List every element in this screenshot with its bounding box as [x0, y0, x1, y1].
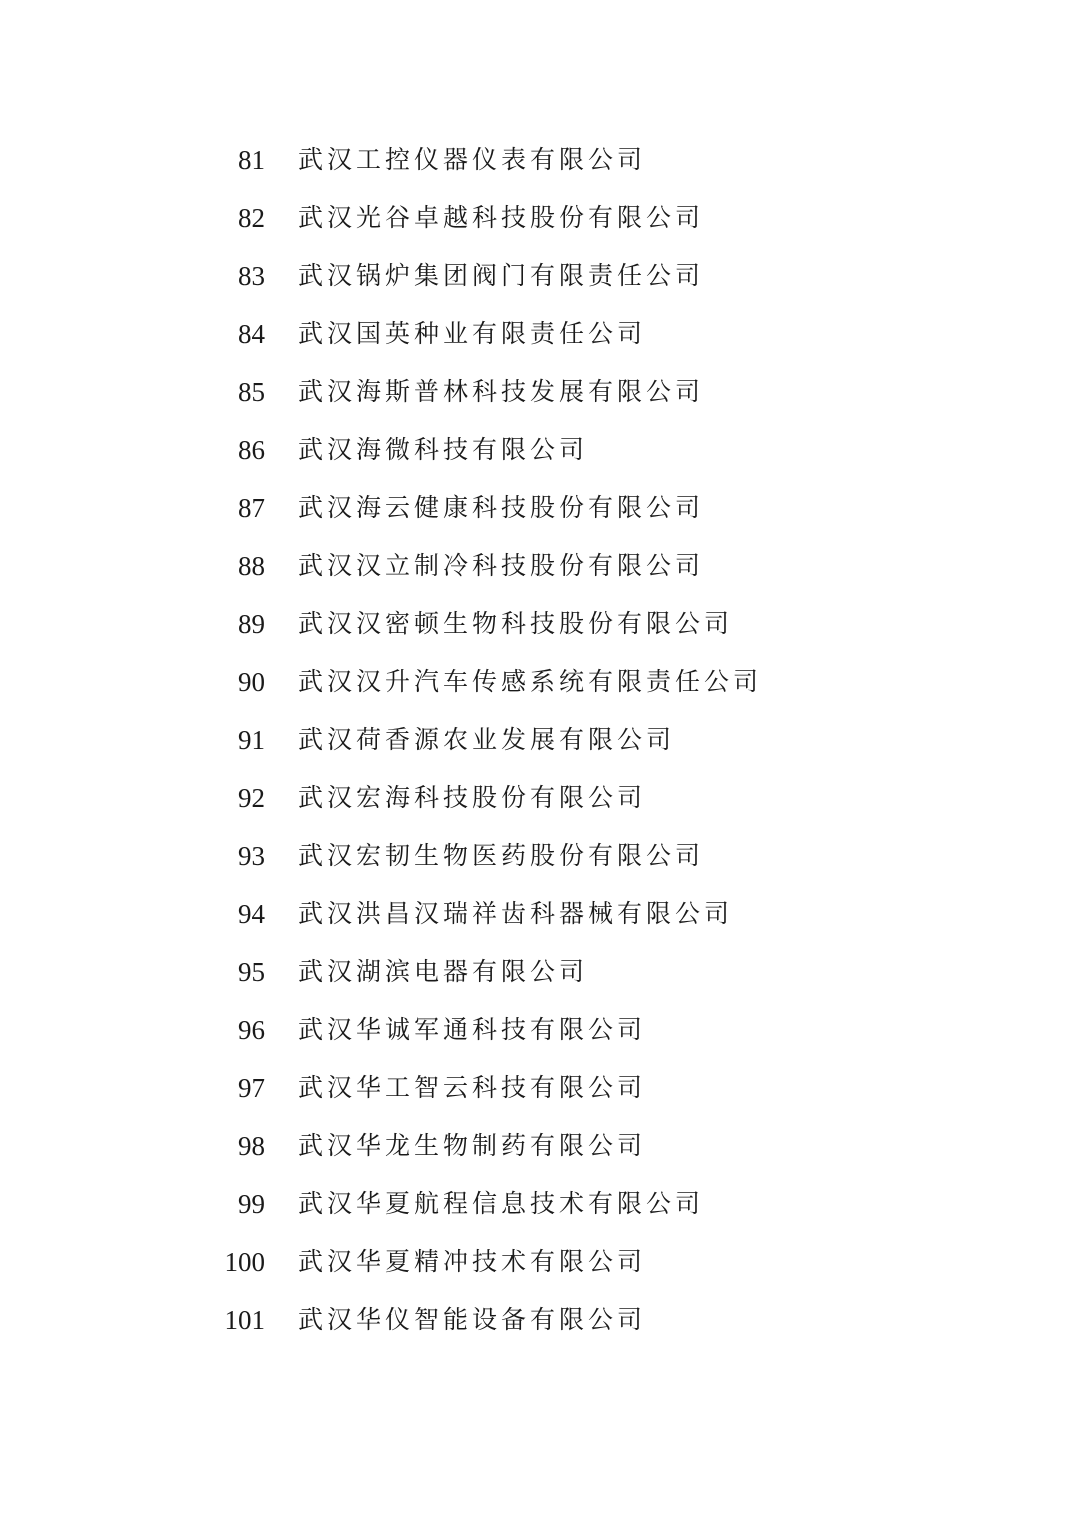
company-name: 武汉湖滨电器有限公司: [298, 957, 589, 986]
item-number: 101: [224, 1305, 265, 1335]
item-number: 89: [238, 609, 265, 639]
list-item: [0, 1175, 1080, 1233]
company-name: 武汉锅炉集团阀门有限责任公司: [298, 261, 705, 290]
list-item: [0, 653, 1080, 711]
company-name: 武汉海云健康科技股份有限公司: [298, 493, 705, 522]
company-list: [0, 131, 1080, 1349]
item-number: 93: [238, 841, 265, 871]
list-item: [0, 711, 1080, 769]
company-name: 武汉国英种业有限责任公司: [298, 319, 647, 348]
item-number: 96: [238, 1015, 265, 1045]
company-name: 武汉华工智云科技有限公司: [298, 1073, 647, 1102]
company-name: 武汉海斯普林科技发展有限公司: [298, 377, 705, 406]
company-name: 武汉华龙生物制药有限公司: [298, 1131, 647, 1160]
item-number: 84: [238, 319, 265, 349]
item-number: 94: [238, 899, 265, 929]
list-item: [0, 131, 1080, 189]
company-name: 武汉工控仪器仪表有限公司: [298, 145, 647, 174]
company-name: 武汉华诚军通科技有限公司: [298, 1015, 647, 1044]
list-item: [0, 885, 1080, 943]
item-number: 85: [238, 377, 265, 407]
company-name: 武汉汉升汽车传感系统有限责任公司: [298, 667, 763, 696]
item-number: 88: [238, 551, 265, 581]
company-name: 武汉光谷卓越科技股份有限公司: [298, 203, 705, 232]
list-item: [0, 1001, 1080, 1059]
list-item: [0, 247, 1080, 305]
company-name: 武汉荷香源农业发展有限公司: [298, 725, 676, 754]
item-number: 99: [238, 1189, 265, 1219]
company-name: 武汉华仪智能设备有限公司: [298, 1305, 647, 1334]
list-item: [0, 421, 1080, 479]
item-number: 82: [238, 203, 265, 233]
company-name: 武汉汉密顿生物科技股份有限公司: [298, 609, 734, 638]
item-number: 86: [238, 435, 265, 465]
item-number: 95: [238, 957, 265, 987]
company-name: 武汉海微科技有限公司: [298, 435, 589, 464]
item-number: 90: [238, 667, 265, 697]
company-name: 武汉宏韧生物医药股份有限公司: [298, 841, 705, 870]
company-name: 武汉洪昌汉瑞祥齿科器械有限公司: [298, 899, 734, 928]
list-item: [0, 305, 1080, 363]
list-item: [0, 1117, 1080, 1175]
list-item: [0, 189, 1080, 247]
list-item: [0, 537, 1080, 595]
list-item: [0, 769, 1080, 827]
item-number: 81: [238, 145, 265, 175]
list-item: [0, 363, 1080, 421]
list-item: [0, 1059, 1080, 1117]
list-item: [0, 1291, 1080, 1349]
company-name: 武汉汉立制冷科技股份有限公司: [298, 551, 705, 580]
item-number: 100: [224, 1247, 265, 1277]
company-name: 武汉华夏航程信息技术有限公司: [298, 1189, 705, 1218]
company-name: 武汉宏海科技股份有限公司: [298, 783, 647, 812]
company-name: 武汉华夏精冲技术有限公司: [298, 1247, 647, 1276]
item-number: 98: [238, 1131, 265, 1161]
list-item: [0, 827, 1080, 885]
list-item: [0, 595, 1080, 653]
item-number: 92: [238, 783, 265, 813]
list-item: [0, 943, 1080, 1001]
item-number: 91: [238, 725, 265, 755]
list-item: [0, 1233, 1080, 1291]
item-number: 83: [238, 261, 265, 291]
list-item: [0, 479, 1080, 537]
item-number: 97: [238, 1073, 265, 1103]
item-number: 87: [238, 493, 265, 523]
